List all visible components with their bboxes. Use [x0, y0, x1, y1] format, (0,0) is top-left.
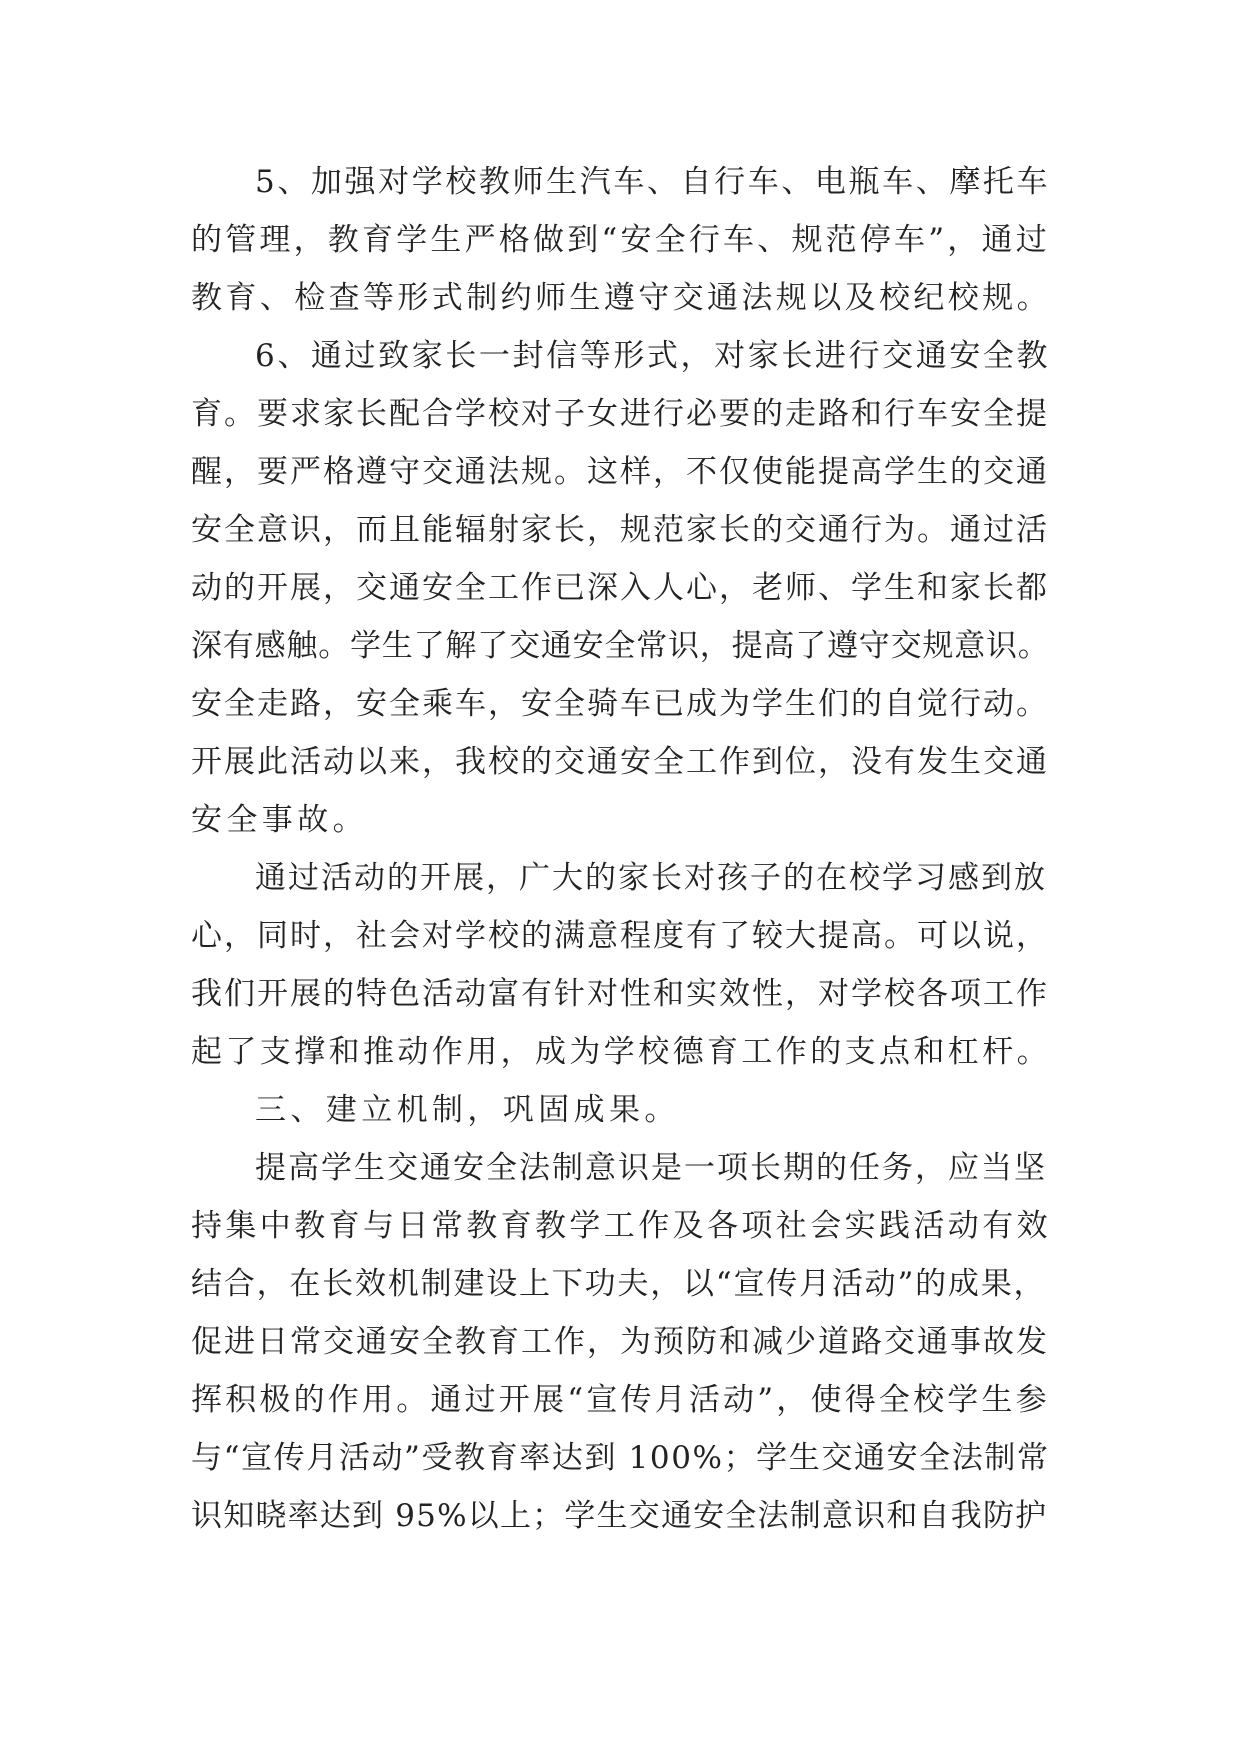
text-line: 安全事故。 — [191, 802, 368, 838]
text-line: 开展此活动以来，我校的交通安全工作到位，没有发生交通 — [191, 744, 1049, 780]
section-heading: 三、建立机制，巩固成果。 — [255, 1092, 680, 1128]
text-line: 5、加强对学校教师生汽车、自行车、电瓶车、摩托车 — [255, 164, 1051, 200]
text-line: 的管理，教育学生严格做到“安全行车、规范停车”，通过 — [191, 222, 1050, 258]
text-line: 心，同时，社会对学校的满意程度有了较大提高。可以说， — [191, 918, 1049, 954]
document-body — [191, 153, 1051, 1545]
text-line: 持集中教育与日常教育教学工作及各项社会实践活动有效 — [191, 1208, 1051, 1244]
text-line: 醒，要严格遵守交通法规。这样，不仅使能提高学生的交通 — [191, 454, 1049, 490]
text-line: 挥积极的作用。通过开展“宣传月活动”，使得全校学生参 — [191, 1382, 1050, 1418]
text-line: 动的开展，交通安全工作已深入人心，老师、学生和家长都 — [191, 570, 1049, 606]
text-line: 识知晓率达到 95%以上；学生交通安全法制意识和自我防护 — [191, 1498, 1048, 1534]
text-line: 6、通过致家长一封信等形式，对家长进行交通安全教 — [255, 338, 1051, 374]
text-line: 安全意识，而且能辐射家长，规范家长的交通行为。通过活 — [191, 512, 1049, 548]
text-line: 与“宣传月活动”受教育率达到 100%；学生交通安全法制常 — [191, 1440, 1050, 1476]
text-line: 起了支撑和推动作用，成为学校德育工作的支点和杠杆。 — [191, 1034, 1051, 1070]
text-line: 安全走路，安全乘车，安全骑车已成为学生们的自觉行动。 — [191, 686, 1049, 722]
text-line: 教育、检查等形式制约师生遵守交通法规以及校纪校规。 — [191, 280, 1051, 316]
text-line: 结合，在长效机制建设上下功夫，以“宣传月活动”的成果， — [191, 1266, 1047, 1302]
text-line: 育。要求家长配合学校对子女进行必要的走路和行车安全提 — [191, 396, 1049, 432]
text-line: 通过活动的开展，广大的家长对孩子的在校学习感到放 — [255, 860, 1047, 896]
text-line: 深有感触。学生了解了交通安全常识，提高了遵守交规意识。 — [191, 628, 1050, 664]
text-line: 促进日常交通安全教育工作，为预防和减少道路交通事故发 — [191, 1324, 1049, 1360]
text-line: 我们开展的特色活动富有针对性和实效性，对学校各项工作 — [191, 976, 1049, 1012]
text-line: 提高学生交通安全法制意识是一项长期的任务，应当坚 — [255, 1150, 1047, 1186]
